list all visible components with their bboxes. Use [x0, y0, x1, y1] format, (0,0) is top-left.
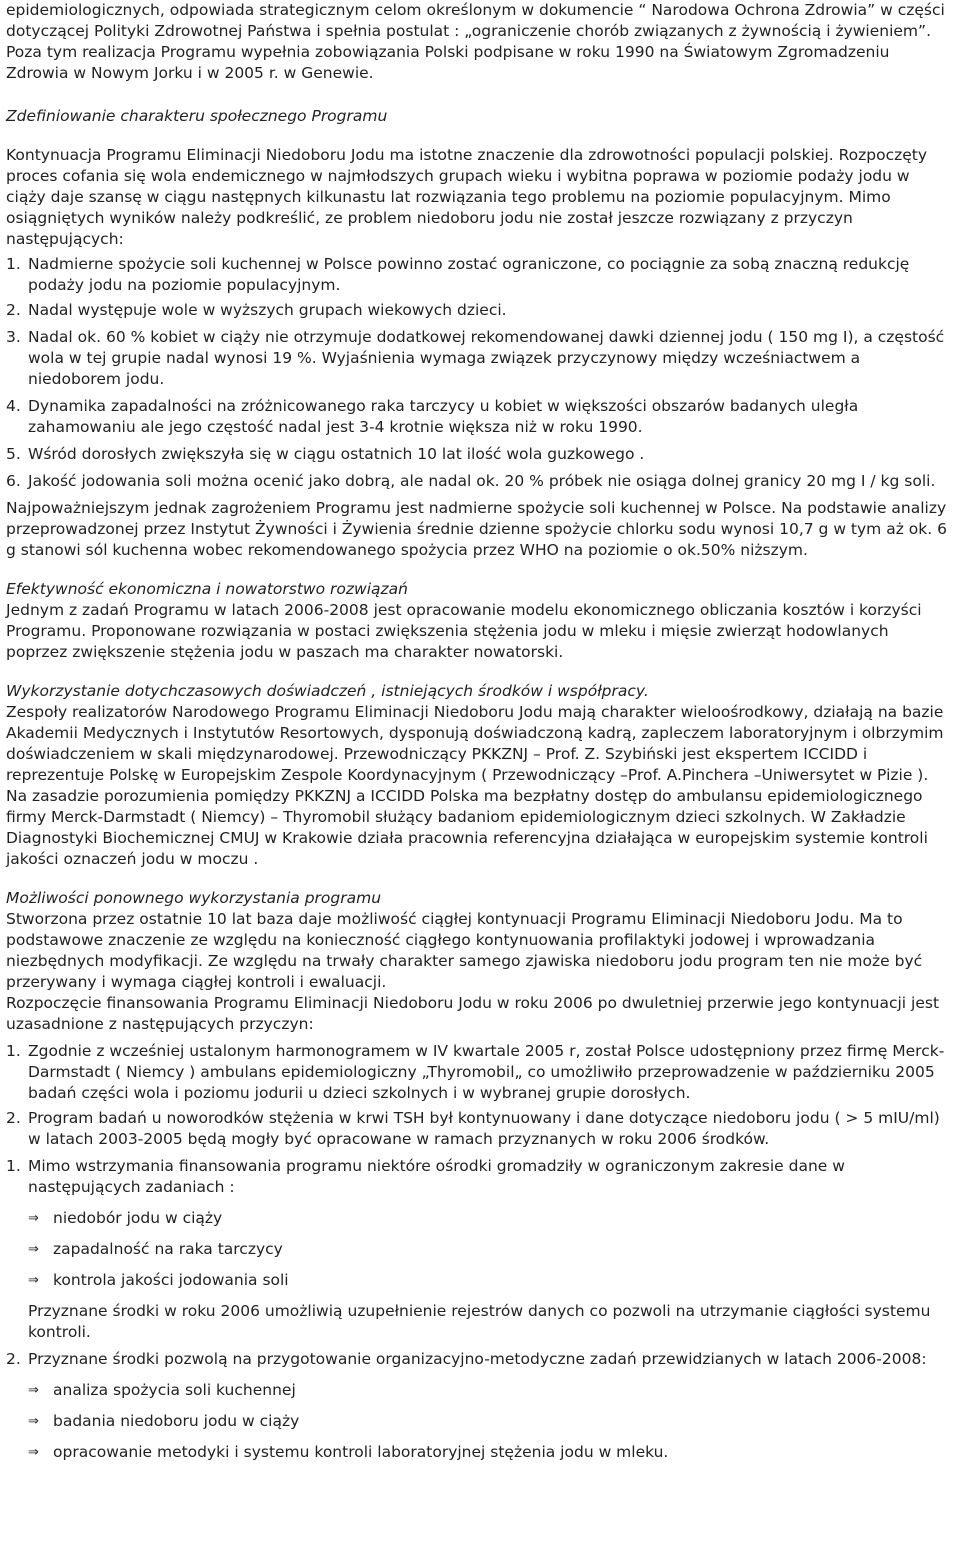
bullet-item: ⇒ analiza spożycia soli kuchennej [28, 1381, 296, 1399]
intro-paragraph: epidemiologicznych, odpowiada strategicznym celom określonym w dokumencie “ Narodowa Ochrona Zdrowia” w części dotyczącej Polityki Zdrowotnej Państwa i spełnia postulat : „ograniczenie chorób związanych z żywnością i żywieniem”. Poza tym realizacja Programu wypełnia zobowiązania Polski podpisane w roku 1990 na Światowym Zgromadzeniu Zdrowia w Nowym Jorku i w 2005 r. w Genewie. [6, 1, 945, 82]
arrow-right-icon: ⇒ [28, 1414, 39, 1429]
list-item: 1. Mimo wstrzymania finansowania programu niektóre ośrodki gromadziły w ograniczonym zakresie dane w następujących zadaniach : [6, 1157, 845, 1196]
list-item: 1. Zgodnie z wcześniej ustalonym harmonogramem w IV kwartale 2005 r, został Polsce udostępniony przez firmę Merck-Darmstadt ( Niemcy ) ambulans epidemiologiczny „Thyromobil„ co umożliwiło przeprowadzenie w październiku 2005 badań części wola i poziomu jodurii u dzieci szkolnych i w wybranej grupie dorosłych. [6, 1042, 945, 1102]
section-economic-text: Jednym z zadań Programu w latach 2006-2008 jest opracowanie modelu ekonomicznego obliczania kosztów i korzyści Programu. Proponowane rozwiązania w postaci zwiększenia stężenia jodu w mleku i mięsie zwierząt hodowlanych poprzez zwiększenie stężenia jodu w paszach ma charakter nowatorski. [6, 601, 922, 661]
reasons-list [6, 254, 954, 492]
list-item: 3. Nadal ok. 60 % kobiet w ciąży nie otrzymuje dodatkowej rekomendowanej dawki dziennej jodu ( 150 mg I), a częstość wola w tej grupie nadal wynosi 19 %. Wyjaśnienia wymaga związek przyczynowy między wcześniactwem a niedoborem jodu. [6, 328, 945, 388]
list-item: 1. Nadmierne spożycie soli kuchennej w Polsce powinno zostać ograniczone, co pociągnie za sobą znaczną redukcję podaży jodu na poziomie populacyjnym. [6, 255, 910, 294]
arrow-right-icon: ⇒ [28, 1242, 39, 1257]
list-item: 2. Przyznane środki pozwolą na przygotowanie organizacyjno-metodyczne zadań przewidzianych w latach 2006-2008: [6, 1350, 927, 1368]
list-item: 4. Dynamika zapadalności na zróżnicowanego raka tarczycy u kobiet w większości obszarów badanych uległa zahamowaniu ale jego częstość nadal jest 3-4 krotnie większa niż w roku 1990. [6, 397, 859, 436]
reasons-list-a [6, 1041, 954, 1150]
section-reuse-text-2: Rozpoczęcie finansowania Programu Eliminacji Niedoboru Jodu w roku 2006 po dwuletniej przerwie jego kontynuacji jest uzasadnione z następujących przyczyn: [6, 994, 940, 1033]
section-social-closing: Najpoważniejszym jednak zagrożeniem Programu jest nadmierne spożycie soli kuchennej w Polsce. Na podstawie analizy przeprowadzonej przez Instytut Żywności i Żywienia średnie dzienne spożycie chlorku sodu wynosi 10,7 g w tym aż ok. 6 g stanowi sól kuchenna wobec rekomendowanego spożycia przez WHO na poziomie o ok.50% niższym. [6, 499, 947, 559]
section-experience-text: Zespoły realizatorów Narodowego Programu Eliminacji Niedoboru Jodu mają charakter wieloośrodkowy, działają na bazie Akademii Medycznych i Instytutów Resortowych, dysponują doświadczoną kadrą, zapleczem laboratoryjnym i olbrzymim doświadczeniem w skali międzynarodowej. Przewodniczący PKKZNJ – Prof. Z. Szybiński jest ekspertem ICCIDD i reprezentuje Polskę w Europejskim Zespole Koordynacyjnym ( Przewodniczący –Prof. A.Pinchera –Uniwersytet w Pizie ). Na zasadzie porozumienia pomiędzy PKKZNJ a ICCIDD Polska ma bezpłatny dostęp do ambulansu epidemiologicznego firmy Merck-Darmstadt ( Niemcy) – Thyromobil służący badaniom epidemiologicznym dzieci szkolnych. W Zakładzie Diagnostyki Biochemicznej CMUJ w Krakowie działa pracownia referencyjna działająca w europejskim systemie kontroli jakości oznaczeń jodu w moczu . [6, 703, 944, 868]
arrow-right-icon: ⇒ [28, 1383, 39, 1398]
list-item: 6. Jakość jodowania soli można ocenić jako dobrą, ale nadal ok. 20 % próbek nie osiąga dolnej granicy 20 mg I / kg soli. [6, 472, 936, 490]
section-social-intro: Kontynuacja Programu Eliminacji Niedoboru Jodu ma istotne znaczenie dla zdrowotności populacji polskiej. Rozpoczęty proces cofania się wola endemicznego w najmłodszych grupach wieku i wybitna poprawa w poziomie podaży jodu w ciąży daje szansę w ciągu następnych kilkunastu lat rozwiązania tego problemu na poziomie populacyjnym. Mimo osiągniętych wyników należy podkreślić, ze problem niedoboru jodu nie został jeszcze rozwiązany z przyczyn następujących: [6, 146, 928, 248]
arrow-right-icon: ⇒ [28, 1273, 39, 1288]
section-reuse-text: Stworzona przez ostatnie 10 lat baza daje możliwość ciągłej kontynuacji Programu Eliminacji Niedoboru Jodu. Ma to podstawowe znaczenie ze względu na konieczność ciągłego kontynuowania profilaktyki jodowej i wprowadzania niezbędnych modyfikacji. Ze względu na trwały charakter samego zjawiska niedoboru jodu program ten nie może być przerywany i wymaga ciągłej kontroli i ewaluacji. [6, 910, 923, 991]
section-heading-reuse: Możliwości ponownego wykorzystania programu [6, 889, 382, 907]
bullet-item: ⇒ zapadalność na raka tarczycy [28, 1240, 283, 1258]
section-heading-economic: Efektywność ekonomiczna i nowatorstwo rozwiązań [6, 580, 408, 598]
arrow-right-icon: ⇒ [28, 1445, 39, 1460]
bullet-item: ⇒ kontrola jakości jodowania soli [28, 1271, 289, 1289]
list-item: 2. Program badań u noworodków stężenia w krwi TSH był kontynuowany i dane dotyczące niedoboru jodu ( > 5 mIU/ml) w latach 2003-2005 będą mogły być opracowane w ramach przyznanych w roku 2006 środków. [6, 1109, 940, 1148]
section-heading-experience: Wykorzystanie dotychczasowych doświadczeń , istniejących środków i współpracy. [6, 682, 649, 700]
list-item: 2. Nadal występuje wole w wyższych grupach wiekowych dzieci. [6, 301, 507, 319]
section-heading-social: Zdefiniowanie charakteru społecznego Programu [6, 107, 388, 125]
reasons-list-b [6, 1156, 954, 1463]
bullet-item: ⇒ badania niedoboru jodu w ciąży [28, 1412, 300, 1430]
list-item: 5. Wśród dorosłych zwiększyła się w ciągu ostatnich 10 lat ilość wola guzkowego . [6, 445, 645, 463]
list-item-note: Przyznane środki w roku 2006 umożliwią uzupełnienie rejestrów danych co pozwoli na utrzymanie ciągłości systemu kontroli. [28, 1302, 931, 1341]
arrow-right-icon: ⇒ [28, 1211, 39, 1226]
bullet-item: ⇒ niedobór jodu w ciąży [28, 1209, 223, 1227]
bullet-item: ⇒ opracowanie metodyki i systemu kontroli laboratoryjnej stężenia jodu w mleku. [28, 1443, 669, 1461]
